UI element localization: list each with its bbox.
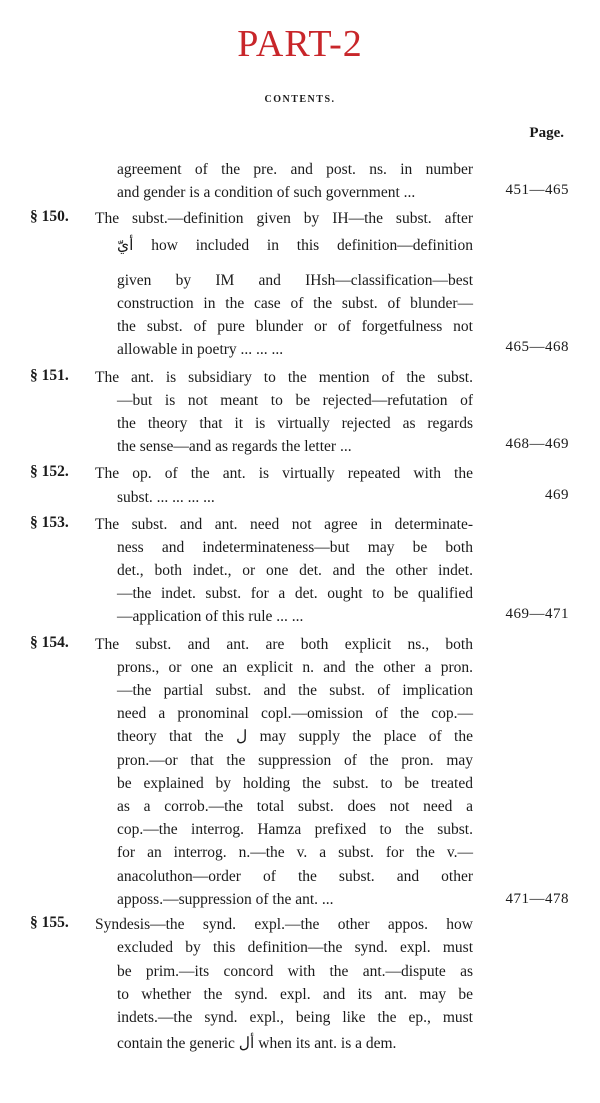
entry-line: be prim.—its concord with the ant.—dispute as — [117, 963, 473, 980]
entry-line: Syndesis—the synd. expl.—the other appos. how — [95, 916, 473, 933]
part-title: PART-2 — [237, 23, 363, 65]
entry-line: be explained by holding the subst. to be treated — [117, 775, 473, 792]
section-number: § 150. — [30, 208, 69, 225]
entry-line: subst. ... ... ... ... — [117, 489, 215, 506]
entry-line: —but is not meant to be rejected—refutation of — [117, 392, 473, 409]
section-number: § 153. — [30, 514, 69, 531]
entry-line: —application of this rule ... ... — [117, 608, 304, 625]
entry-line: the subst. of pure blunder or of forgetfulness not — [117, 318, 473, 335]
entry-line: The subst.—definition given by IH—the subst. after — [95, 210, 473, 227]
entry-line: the theory that it is virtually rejected as regards — [117, 415, 473, 432]
page-range: 469 — [545, 487, 569, 503]
entry-line: to whether the synd. expl. and its ant. may be — [117, 986, 473, 1003]
page-range: 465—468 — [505, 339, 569, 355]
entry-line: pron.—or that the suppression of the pron. may — [117, 752, 473, 769]
page-range: 469—471 — [505, 606, 569, 622]
entry-line: The ant. is subsidiary to the mention of the subst. — [95, 369, 473, 386]
entry-line: The op. of the ant. is virtually repeated with the — [95, 465, 473, 482]
entry-line: أيّ how included in this definition—definition — [117, 237, 473, 254]
entry-line: as a corrob.—the total subst. does not need a — [117, 798, 473, 815]
entry-line: cop.—the interrog. Hamza prefixed to the subst. — [117, 821, 473, 838]
entry-line: agreement of the pre. and post. ns. in number — [117, 161, 473, 178]
section-number: § 151. — [30, 367, 69, 384]
section-number: § 155. — [30, 914, 69, 931]
entry-line: anacoluthon—order of the subst. and other — [117, 868, 473, 885]
entry-line: indets.—the synd. expl., being like the ep., must — [117, 1009, 473, 1026]
entry-line: theory that the ل may supply the place of the — [117, 728, 473, 745]
entry-line: det., both indet., or one det. and the other indet. — [117, 562, 473, 579]
section-number: § 152. — [30, 463, 69, 480]
section-number: § 154. — [30, 634, 69, 651]
entry-line: construction in the case of the subst. of blunder— — [117, 295, 473, 312]
contents-heading: CONTENTS. — [264, 94, 336, 105]
page-range: 451—465 — [505, 182, 569, 198]
entry-line: The subst. and ant. need not agree in determinate- — [95, 516, 473, 533]
entry-line: for an interrog. n.—the v. a subst. for the v.— — [117, 844, 473, 861]
entry-line: need a pronominal copl.—omission of the cop.— — [117, 705, 473, 722]
entry-line: the sense—and as regards the letter ... — [117, 438, 352, 455]
entry-line: allowable in poetry ... ... ... — [117, 341, 284, 358]
entry-line: and gender is a condition of such government ... — [117, 184, 416, 201]
entry-line: prons., or one an explicit n. and the other a pron. — [117, 659, 473, 676]
page-range: 468—469 — [505, 436, 569, 452]
entry-line: given by IM and IHsh—classification—best — [117, 272, 473, 289]
page-range: 471—478 — [505, 891, 569, 907]
entry-line: ness and indeterminateness—but may be both — [117, 539, 473, 556]
entry-line: —the indet. subst. for a det. ought to be qualified — [117, 585, 473, 602]
entry-line: —the partial subst. and the subst. of implication — [117, 682, 473, 699]
page-column-heading: Page. — [529, 125, 564, 141]
entry-line: excluded by this definition—the synd. expl. must — [117, 939, 473, 956]
entry-line: contain the generic أل when its ant. is a dem. — [117, 1035, 397, 1052]
entry-line: apposs.—suppression of the ant. ... — [117, 891, 334, 908]
entry-line: The subst. and ant. are both explicit ns., both — [95, 636, 473, 653]
